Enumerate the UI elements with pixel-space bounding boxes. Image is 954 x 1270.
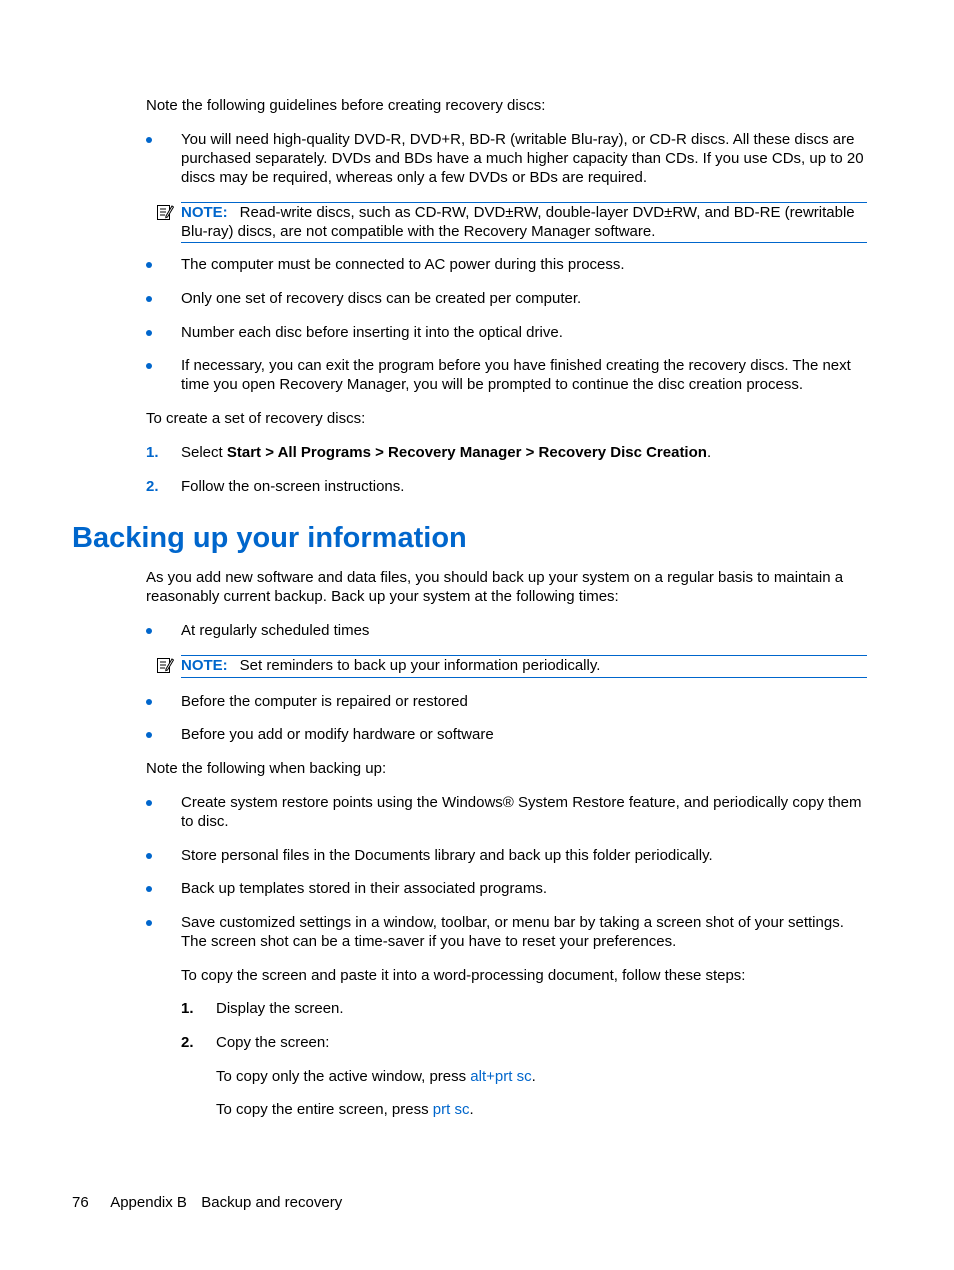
substep-number: 2. (181, 1034, 194, 1051)
note-label: NOTE: (181, 204, 228, 221)
note-text: Read-write discs, such as CD-RW, DVD±RW, double-layer DVD±RW, and BD-RE (rewritable Blu-ray) discs, are not compatible with the Recovery Manager software. (181, 204, 855, 240)
key-combo: prt sc (432, 1101, 470, 1118)
bullet-dot (146, 886, 152, 892)
time-item: At regularly scheduled times (181, 622, 370, 639)
note-icon (156, 203, 174, 221)
backup-item: Store personal files in the Documents library and back up this folder periodically. (181, 847, 713, 864)
time-item: Before you add or modify hardware or software (181, 726, 494, 743)
step-text-post: . (706, 444, 712, 461)
backup-item: Back up templates stored in their associated programs. (181, 880, 548, 897)
page-footer (72, 1193, 342, 1212)
bullet-dot (146, 628, 152, 634)
copy-active-post: . (531, 1068, 536, 1085)
guideline-item: You will need high-quality DVD-R, DVD+R, BD-R (writable Blu-ray), or CD-R discs. All these discs are purchased separately. DVDs and BDs have a much higher capacity than CDs. If you use CDs, up to 20 discs may be required, whereas only a few DVDs or BDs are required. (181, 131, 864, 186)
step-text (181, 443, 871, 462)
page-number: 76 (72, 1194, 89, 1211)
note-box (181, 202, 867, 243)
create-intro: To create a set of recovery discs: (146, 410, 366, 427)
time-item: Before the computer is repaired or restored (181, 693, 468, 710)
copy-entire-post: . (469, 1101, 474, 1118)
bullet-dot (146, 330, 152, 336)
guideline-item: Number each disc before inserting it into the optical drive. (181, 324, 563, 341)
guideline-item: The computer must be connected to AC power during this process. (181, 256, 625, 273)
copy-active-text (216, 1067, 536, 1086)
step-number: 1. (146, 444, 159, 461)
backup-item: Save customized settings in a window, toolbar, or menu bar by taking a screen shot of your settings. The screen shot can be a time-saver if you have to reset your preferences. (181, 914, 844, 950)
backup-intro: Note the following when backing up: (146, 760, 387, 777)
bullet-dot (146, 296, 152, 302)
bullet-dot (146, 262, 152, 268)
note-icon (156, 656, 174, 674)
guideline-item: If necessary, you can exit the program before you have finished creating the recovery discs. The next time you open Recovery Manager, you will be prompted to continue the disc creation process. (181, 357, 851, 393)
note-box (181, 655, 867, 678)
copy-entire-pre: To copy the entire screen, press (216, 1101, 433, 1118)
bullet-dot (146, 732, 152, 738)
chapter-title: Backup and recovery (201, 1194, 343, 1211)
backup-item: Create system restore points using the Windows® System Restore feature, and periodically copy them to disc. (181, 794, 862, 830)
key-combo: alt+prt sc (470, 1068, 532, 1085)
substep-text: Display the screen. (216, 1000, 344, 1017)
copy-entire-text (216, 1100, 474, 1119)
section-title: Backing up your information (72, 522, 467, 554)
bullet-dot (146, 137, 152, 143)
substep-text: Copy the screen: (216, 1034, 330, 1051)
chapter-label: Appendix B (110, 1194, 187, 1211)
copy-active-pre: To copy only the active window, press (216, 1068, 471, 1085)
note-text: Set reminders to back up your information periodically. (239, 657, 601, 674)
note-label: NOTE: (181, 657, 228, 674)
step-text: Follow the on-screen instructions. (181, 478, 405, 495)
bullet-dot (146, 853, 152, 859)
intro-text: Note the following guidelines before creating recovery discs: (146, 97, 546, 114)
section-intro: As you add new software and data files, you should back up your system on a regular basis to maintain a reasonably current backup. Back up your system at the following times: (146, 569, 844, 605)
copy-intro: To copy the screen and paste it into a word-processing document, follow these steps: (181, 967, 746, 984)
step-text-pre: Select (181, 444, 227, 461)
menu-path: Start > All Programs > Recovery Manager > Recovery Disc Creation (226, 444, 707, 461)
bullet-dot (146, 800, 152, 806)
bullet-dot (146, 699, 152, 705)
bullet-dot (146, 363, 152, 369)
substep-number: 1. (181, 1000, 194, 1017)
bullet-dot (146, 920, 152, 926)
step-number: 2. (146, 478, 159, 495)
guideline-item: Only one set of recovery discs can be created per computer. (181, 290, 582, 307)
